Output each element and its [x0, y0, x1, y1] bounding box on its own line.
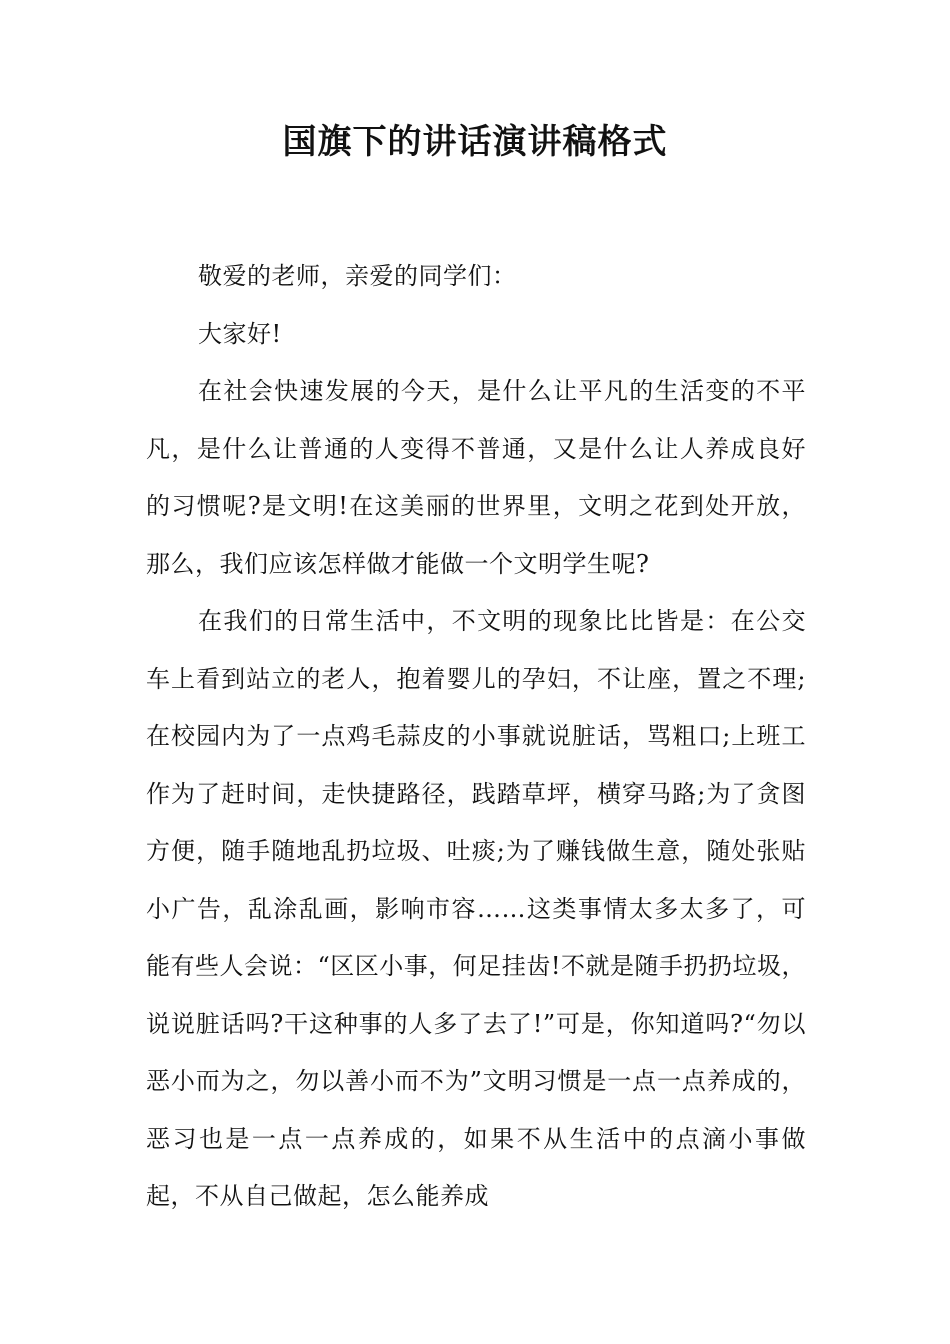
paragraph-salutation: 敬爱的老师，亲爱的同学们： — [198, 262, 517, 290]
paragraph-intro: 在社会快速发展的今天，是什么让平凡的生活变的不平凡，是什么让普通的人变得不普通，又是什么让人养成良好的习惯呢?是文明!在这美丽的世界里，文明之花到处开放，那么，我们应该怎样做才能做一个文明学生呢? — [146, 377, 806, 578]
paragraph-greeting: 大家好! — [198, 319, 282, 348]
document-body — [146, 248, 806, 1226]
document-title: 国旗下的讲话演讲稿格式 — [282, 122, 668, 162]
paragraph-examples: 在我们的日常生活中，不文明的现象比比皆是：在公交车上看到站立的老人，抱着婴儿的孕妇，不让座，置之不理;在校园内为了一点鸡毛蒜皮的小事就说脏话，骂粗口;上班工作为了赶时间，走快捷路径，践踏草坪，横穿马路;为了贪图方便，随手随地乱扔垃圾、吐痰;为了赚钱做生意，随处张贴小广告，乱涂乱画，影响市容……这类事情太多太多了，可能有些人会说：“区区小事，何足挂齿!不就是随手扔扔垃圾，说说脏话吗?干这种事的人多了去了!”可是，你知道吗?“勿以恶小而为之，勿以善小而不为”文明习惯是一点一点养成的，恶习也是一点一点养成的，如果不从生活中的点滴小事做起，不从自己做起，怎么能养成 — [146, 607, 806, 1210]
